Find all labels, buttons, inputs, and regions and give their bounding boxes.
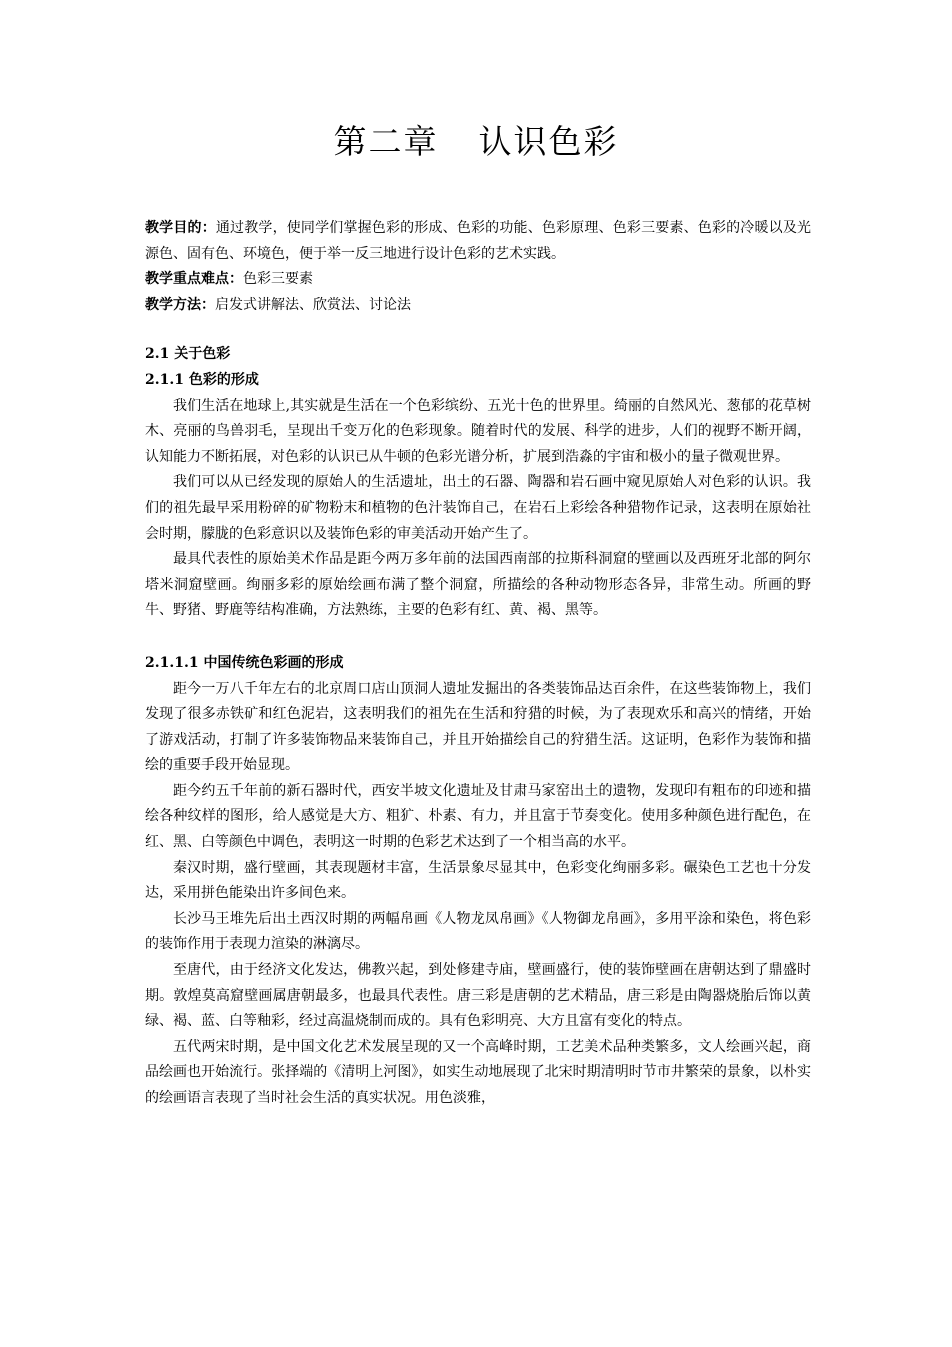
paragraph: 秦汉时期，盛行壁画，其表现题材丰富，生活景象尽显其中，色彩变化绚丽多彩。碾染色工艺也十分发达，采用拼色能染出许多间色来。	[145, 859, 811, 902]
objective-label: 教学目的：	[145, 220, 216, 236]
chapter-title	[0, 118, 952, 166]
section-heading-2-1: 2.1 关于色彩	[145, 346, 231, 363]
key-text: 色彩三要素	[243, 271, 313, 288]
method-text: 启发式讲解法、欣赏法、讨论法	[215, 296, 411, 313]
document-body	[145, 216, 811, 1112]
section-heading-2-1-1: 2.1.1 色彩的形成	[145, 371, 259, 388]
paragraph: 长沙马王堆先后出土西汉时期的两幅帛画《人物龙凤帛画》《人物御龙帛画》，多用平涂和染色，将色彩的装饰作用于表现力渲染的淋漓尽。	[145, 910, 811, 953]
objective-text: 通过教学，使同学们掌握色彩的形成、色彩的功能、色彩原理、色彩三要素、色彩的冷暖以及光源色、固有色、环境色，便于举一反三地进行设计色彩的艺术实践。	[145, 220, 812, 262]
paragraph: 我们生活在地球上,其实就是生活在一个色彩缤纷、五光十色的世界里。绮丽的自然风光、葱郁的花草树木、亮丽的鸟兽羽毛，呈现出千变万化的色彩现象。随着时代的发展、科学的进步，人们的视野不断开阔，认知能力不断拓展，对色彩的认识已从牛顿的色彩光谱分析，扩展到浩淼的宇宙和极小的量子微观世界。	[145, 397, 811, 465]
teaching-objective	[145, 216, 811, 267]
paragraph: 最具代表性的原始美术作品是距今两万多年前的法国西南部的拉斯科洞窟的壁画以及西班牙北部的阿尔塔米洞窟壁画。绚丽多彩的原始绘画布满了整个洞窟，所描绘的各种动物形态各异，非常生动。所画的野牛、野猪、野鹿等结构准确，方法熟练，主要的色彩有红、黄、褐、黑等。	[145, 551, 811, 619]
paragraph: 我们可以从已经发现的原始人的生活遗址，出土的石器、陶器和岩石画中窥见原始人对色彩的认识。我们的祖先最早采用粉碎的矿物粉末和植物的色汁装饰自己，在岩石上彩绘各种猎物作记录，这表明在原始社会时期，朦胧的色彩意识以及装饰色彩的审美活动开始产生了。	[145, 474, 811, 542]
key-label: 教学重点难点：	[145, 271, 243, 288]
method-label: 教学方法：	[145, 296, 215, 313]
chapter-number: 第二章	[333, 122, 439, 161]
teaching-method	[145, 293, 811, 319]
teaching-key-points	[145, 267, 811, 293]
paragraph: 至唐代，由于经济文化发达，佛教兴起，到处修建寺庙，壁画盛行，使的装饰壁画在唐朝达到了鼎盛时期。敦煌莫高窟壁画属唐朝最多，也最具代表性。唐三彩是唐朝的艺术精品，唐三彩是由陶器烧胎后饰以黄绿、褐、蓝、白等釉彩，经过高温烧制而成的。具有色彩明亮、大方且富有变化的特点。	[145, 962, 811, 1030]
paragraph: 距今一万八千年左右的北京周口店山顶洞人遗址发掘出的各类装饰品达百余件，在这些装饰物上，我们发现了很多赤铁矿和红色泥岩，这表明我们的祖先在生活和狩猎的时候，为了表现欢乐和高兴的情绪，开始了游戏活动，打制了许多装饰物品来装饰自己，并且开始描绘自己的狩猎生活。这证明，色彩作为装饰和描绘的重要手段开始显现。	[145, 680, 811, 774]
section-heading-2-1-1-1: 2.1.1.1 中国传统色彩画的形成	[145, 654, 344, 671]
chapter-name: 认识色彩	[478, 122, 619, 161]
paragraph: 五代两宋时期，是中国文化艺术发展呈现的又一个高峰时期，工艺美术品种类繁多，文人绘画兴起，商品绘画也开始流行。张择端的《清明上河图》，如实生动地展现了北宋时期清明时节市井繁荣的景象，以朴实的绘画语言表现了当时社会生活的真实状况。用色淡雅，	[145, 1038, 811, 1106]
paragraph: 距今约五千年前的新石器时代，西安半坡文化遗址及甘肃马家窑出土的遗物，发现印有粗布的印迹和描绘各种纹样的图形，给人感觉是大方、粗犷、朴素、有力，并且富于节奏变化。使用多种颜色进行配色，在红、黑、白等颜色中调色，表明这一时期的色彩艺术达到了一个相当高的水平。	[145, 782, 811, 851]
